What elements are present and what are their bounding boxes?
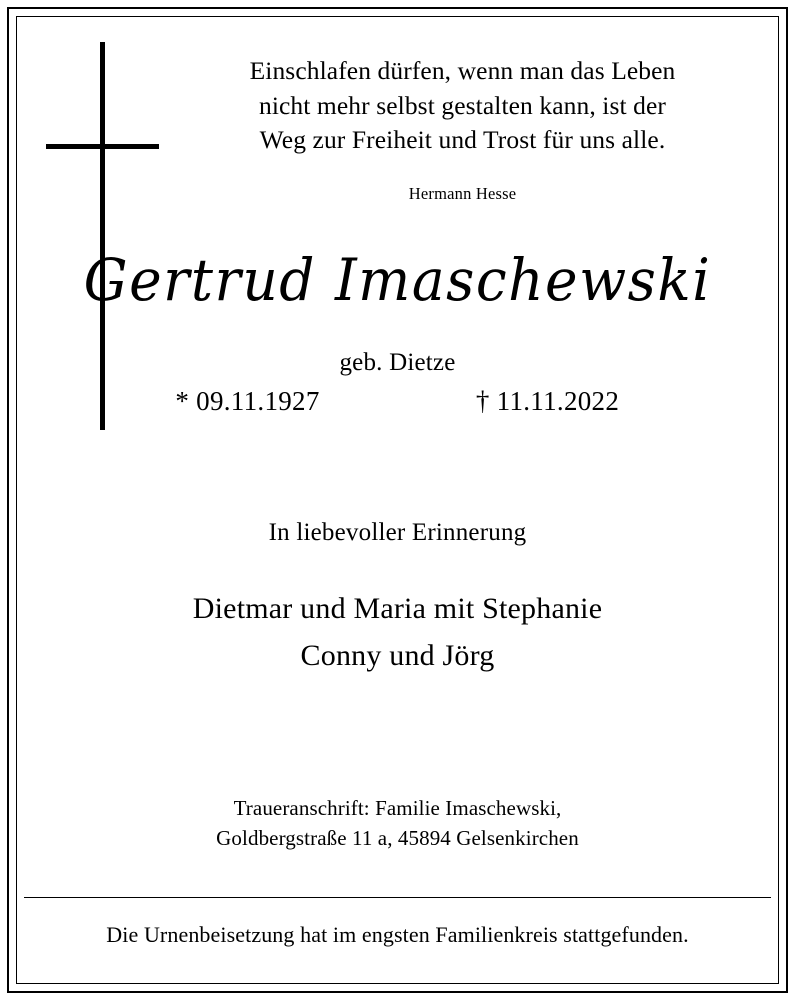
cross-horizontal-bar — [46, 144, 159, 149]
life-dates — [24, 386, 771, 426]
family-line-1: Dietmar und Maria mit Stephanie — [192, 592, 603, 625]
deceased-maiden-name: geb. Dietze — [339, 349, 456, 376]
address-line-1: Traueranschrift: Familie Imaschewski, — [233, 796, 562, 820]
death-date: † 11.11.2022 — [475, 386, 620, 416]
deceased-name: Gertrud Imaschewski — [83, 246, 712, 314]
mourning-address — [24, 794, 771, 854]
birth-date: * 09.11.1927 — [175, 386, 320, 416]
family-line-2: Conny und Jörg — [300, 638, 495, 672]
memory-line: In liebevoller Erinnerung — [268, 519, 527, 546]
family-block — [24, 586, 771, 679]
footer-note: Die Urnenbeisetzung hat im engsten Familienkreis stattgefunden. — [106, 922, 689, 947]
quote-line-2: nicht mehr selbst gestalten kann, ist der — [258, 90, 667, 120]
quote-line-1: Einschlafen dürfen, wenn man das Leben — [249, 56, 676, 85]
notice-content — [24, 24, 771, 976]
address-line-2: Goldbergstraße 11 a, 45894 Gelsenkirchen — [216, 825, 579, 850]
quote-line-3: Weg zur Freiheit und Trost für uns alle. — [259, 125, 666, 155]
quote-author: Hermann Hesse — [408, 184, 517, 203]
quote-block — [184, 54, 741, 158]
divider — [24, 897, 771, 898]
